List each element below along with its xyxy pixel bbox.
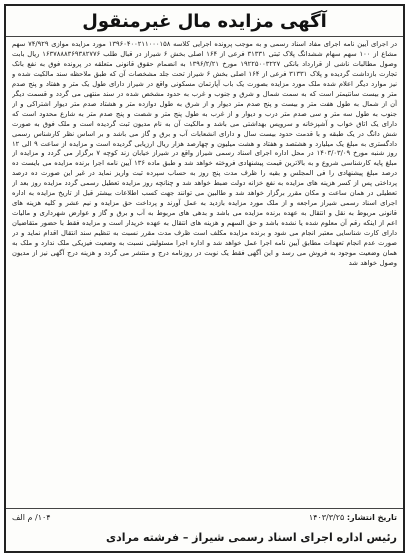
publish-date-label: تاریخ انتشار: (346, 513, 397, 522)
notice-title: آگهی مزایده مال غیرمنقول (82, 10, 327, 32)
issuing-office: رئیس اداره اجرای اسناد رسمی شیراز – فرشته مرادی (106, 531, 397, 544)
publish-date-value: ۱۴۰۳/۳/۲۵ (308, 513, 345, 522)
footer-signature-row (12, 531, 397, 544)
auction-notice (4, 4, 405, 553)
publish-date (309, 513, 397, 522)
title-band (6, 6, 403, 37)
notice-footer (6, 508, 403, 551)
notice-body: در اجرای آیین نامه اجرای مفاد اسناد رسمی و به موجب پرونده اجرایی کلاسه ۱۳۹۶۰۴۰۰۲۱۱۰۰۰۱۵۸ مورد مزایده موازی ۷۴/۹۲۹ سهم مشاع از ۱۰۰ سهم سهام ششدانگ پلاک ثبتی ۳۱۳۳۱ فرعی از ۱۶۴ اصلی بخش ۶ شیراز در قبال طلب ۱۶۳۷۸۸۸۳۶۹۳۸۲۷۷۶ ریال بابت وصول مطالبات ناشی از قرارداد بانکی ۱۹۲۲۵۰۰۳۲۲۷ مورخ ۱۳۹۶/۲/۲۱ به انضمام حقوق قانونی متعلقه در پرونده فوق به نفع بانک تجارت بازداشت گردیده و پلاک ۳۱۳۳۱ فرعی از ۱۶۴ اصلی بخش ۶ شیراز تحت جلد مشخصات آن که طبق ملاحظه سند مالکیت شده و نیز موارد دیگر اعلام شده ملک مورد مزایده بصورت یک باب آپارتمان مسکونی واقع در شیراز دارای طول یک متر و هفتاد و پنج صدم متر و بیست سانتیمتر است که به سمت شمال و شرق و جنوب و غرب به حدود مشخص شده در سند منتهی می گردد و قسمت دیگر آن از شمال به طول هفت متر و بیست و پنج صدم متر دیوار و از شرق به طول دوازده متر و هشتاد صدم متر دیوار اشتراکی و از جنوب به طول سه متر و سی صدم متر درب و دیوار و از غرب به طول پنج متر و شصت و پنج صدم متر به شارع محدود است که دارای یک اتاق خواب و آشپزخانه و سرویس بهداشتی می باشد و مالکیت آن به نام مدیون ثبت گردیده است و ملک فوق به صورت شش دانگ در یک طبقه و با قدمت حدود بیست سال و دارای انشعابات آب و برق و گاز می باشد و بر اساس نظر کارشناس رسمی دادگستری به مبلغ یک میلیارد و هشتصد و هفتاد و هشت میلیون و چهارصد هزار ریال ارزیابی گردیده است و مزایده از ساعت ۹ الی ۱۲ روز شنبه مورخ ۱۴۰۳/۰۳/۰۹ در محل اداره اجرای اسناد رسمی شیراز واقع در شیراز خیابان زند کوچه ۷ برگزار می گردد و مزایده از مبلغ پایه کارشناسی شروع و به بالاترین قیمت پیشنهادی فروخته خواهد شد و طبق ماده ۱۳۶ آیین نامه اجرا برنده مزایده می بایست ده درصد مبلغ پیشنهادی را فی المجلس و بقیه را ظرف مدت پنج روز به حساب سپرده ثبت واریز نماید در غیر این صورت ده درصد پرداختی پس از کسر هزینه های مزایده به نفع خزانه دولت ضبط خواهد شد و چنانچه روز مزایده تعطیل رسمی گردد مزایده روز بعد از تعطیلی در همان ساعت و مکان مقرر برگزار خواهد شد و طالبین می توانند جهت کسب اطلاعات بیشتر قبل از تاریخ مزایده به اداره اجرای اسناد رسمی شیراز مراجعه و از ملک مورد مزایده بازدید به عمل آورند و پرداخت حق مزایده و نیم عشر و کلیه هزینه های قانونی مربوط به نقل و انتقال به عهده برنده مزایده می باشد و بدهی های مربوط به آب و برق و گاز و عوارض شهرداری و مالیات اعم از اینکه رقم آن معلوم شده یا نشده باشد و حق السهم و هزینه های انتقال به عهده خریدار است و مزایده فقط با حضور متقاضیان دارای کارت شناسایی معتبر انجام می شود و برنده مزایده مکلف است ظرف مدت مقرر نسبت به تنظیم سند انتقال اقدام نماید و در صورت عدم انجام تعهدات مطابق آیین نامه اجرا عمل خواهد شد و اداره اجرا مسئولیتی نسبت به وضعیت فیزیکی ملک ندارد و ملک به همان وضعیت موجود به فروش می رسد و این آگهی فقط یک نوبت در روزنامه درج و منتشر می گردد و هزینه درج آگهی نیز از مدیون وصول خواهد شد (12, 40, 397, 267)
footer-meta-row (12, 513, 397, 522)
notice-code: ۱۰۴/ م الف (12, 513, 51, 522)
